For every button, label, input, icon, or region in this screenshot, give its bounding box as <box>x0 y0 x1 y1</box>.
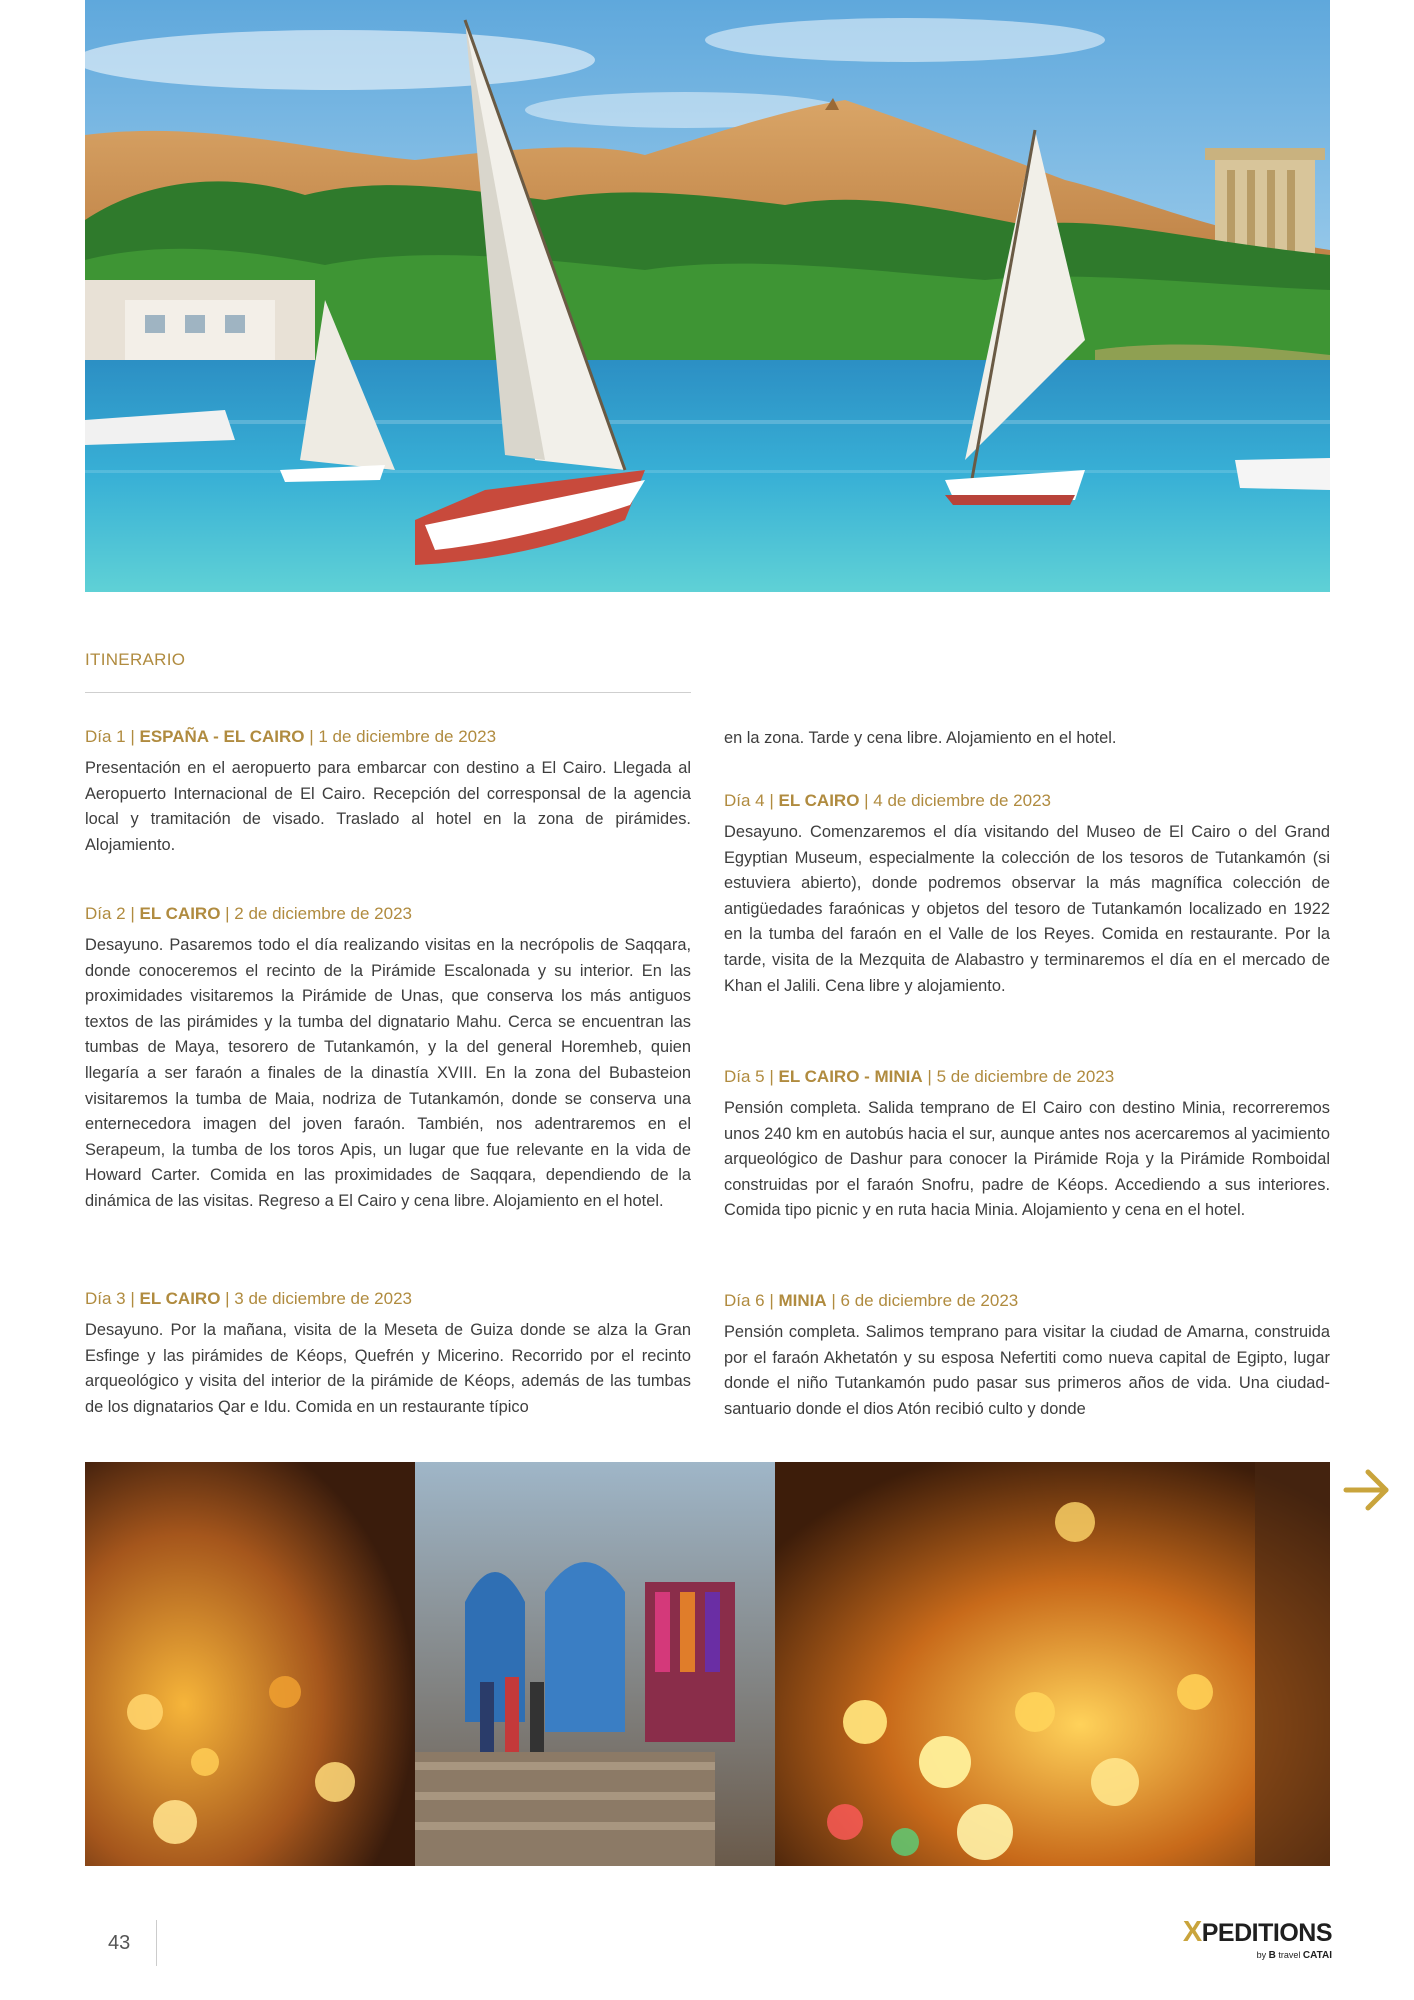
day-description: Desayuno. Pasaremos todo el día realizando visitas en la necrópolis de Saqqara, donde conoceremos el recinto de la Pirámide Escalonada y su interior. En las proximidades visitaremos la Pirámide de Unas, que conserva los más antiguos textos de las pirámides y la tumba del dignatario Mahu. Cerca se encuentran las tumbas de Maya, tesorero de Tutankamón, y la del general Horemheb, quien llegaría a ser faraón a finales de la dinastía XVIII. En la zona del Bubasteion visitaremos la tumba de Maia, nodriza de Tutankamón, donde se conserva una enternecedora imagen del joven faraón. También, nos adentraremos en el Serapeum, la tumba de los toros Apis, un lugar que fue relevante en la vida de Howard Carter. Comida en las proximidades de Saqqara, dependiendo de la dinámica de las visitas. Regreso a El Cairo y cena libre. Alojamiento en el hotel. <box>85 936 691 1210</box>
day-place: MINIA <box>778 1291 827 1310</box>
day-heading: Día 4 | EL CAIRO | 4 de diciembre de 2023 <box>724 791 1051 810</box>
day-heading: Día 6 | MINIA | 6 de diciembre de 2023 <box>724 1291 1019 1310</box>
day-description: Desayuno. Por la mañana, visita de la Meseta de Guiza donde se alza la Gran Esfinge y las pirámides de Kéops, Quefrén y Micerino. Recorrido por el recinto arqueológico y visita del interior de la pirámide de Kéops, además de las tumbas de los dignatarios Qar e Idu. Comida en un restaurante típico <box>85 1321 691 1416</box>
brand-logo <box>1172 1918 1332 1968</box>
day-description: Presentación en el aeropuerto para embarcar con destino a El Cairo. Llegada al Aeropuerto Internacional de El Cairo. Recepción del corresponsal de la agencia local y tramitación de visado. Traslado al hotel en la zona de pirámides. Alojamiento. <box>85 759 691 854</box>
day-place: EL CAIRO - MINIA <box>778 1067 923 1086</box>
bazaar-photo-khan-el-khalili <box>85 1462 1330 1866</box>
day-5 <box>724 1066 1330 1224</box>
day-place: EL CAIRO <box>139 1289 221 1308</box>
page-number: 43 <box>108 1932 131 1954</box>
day-heading: Día 2 | EL CAIRO | 2 de diciembre de 2023 <box>85 904 412 923</box>
day-description: Pensión completa. Salimos temprano para visitar la ciudad de Amarna, construida por el faraón Akhetatón y su esposa Nefertiti como nueva capital de Egipto, lugar donde el niño Tutankamón pudo pasar sus primeros años de vida. Una ciudad-santuario donde el dios Atón recibió culto y donde <box>724 1323 1330 1418</box>
day-description: Desayuno. Comenzaremos el día visitando del Museo de El Cairo o del Grand Egyptian Museum, especialmente la colección de los tesoros de Tutankamón (si estuviera abierto), donde podremos observar la más magnífica colección de antigüedades faraónicas y objetos del tesoro de Tutankamón localizado en 1922 en la tumba del faraón en el Valle de los Reyes. Comida en restaurante. Por la tarde, visita de la Mezquita de Alabastro y terminaremos el día en el mercado de Khan el Jalili. Cena libre y alojamiento. <box>724 823 1330 995</box>
day-3-continuation: en la zona. Tarde y cena libre. Alojamiento en el hotel. <box>724 729 1117 747</box>
day-place: EL CAIRO <box>778 791 860 810</box>
day-description: Pensión completa. Salida temprano de El Cairo con destino Minia, recorreremos unos 240 km en autobús hacia el sur, aunque antes nos acercaremos al yacimiento arqueológico de Dashur para conocer la Pirámide Roja y la Pirámide Romboidal construidas por el faraón Snofru, padre de Kéops. Accediendo a sus interiores. Comida tipo picnic y en ruta hacia Minia. Alojamiento y cena en el hotel. <box>724 1099 1330 1220</box>
day-2 <box>85 903 691 1215</box>
day-date: 3 de diciembre de 2023 <box>234 1289 412 1308</box>
day-date: 4 de diciembre de 2023 <box>873 791 1051 810</box>
day-4 <box>724 790 1330 999</box>
day-place: ESPAÑA - EL CAIRO <box>139 727 305 746</box>
day-date: 6 de diciembre de 2023 <box>840 1291 1019 1310</box>
day-date: 1 de diciembre de 2023 <box>318 727 497 746</box>
arrow-right-icon[interactable] <box>1342 1465 1392 1515</box>
day-3 <box>85 1288 691 1420</box>
day-1 <box>85 726 691 858</box>
footer-divider <box>156 1920 157 1966</box>
day-place: EL CAIRO <box>139 904 221 923</box>
brand-wordmark: XPEDITIONS <box>1182 1916 1332 1948</box>
day-date: 5 de diciembre de 2023 <box>936 1067 1115 1086</box>
brand-tagline: by B travel CATAI <box>1256 1950 1332 1961</box>
day-date: 2 de diciembre de 2023 <box>234 904 412 923</box>
section-divider <box>85 692 691 693</box>
day-heading: Día 1 | ESPAÑA - EL CAIRO | 1 de diciembre de 2023 <box>85 727 497 746</box>
day-heading: Día 5 | EL CAIRO - MINIA | 5 de diciembre de 2023 <box>724 1067 1115 1086</box>
day-heading: Día 3 | EL CAIRO | 3 de diciembre de 2023 <box>85 1289 412 1308</box>
hero-photo-nile-feluccas <box>85 0 1330 592</box>
section-title: ITINERARIO <box>85 650 186 669</box>
day-6 <box>724 1290 1330 1422</box>
